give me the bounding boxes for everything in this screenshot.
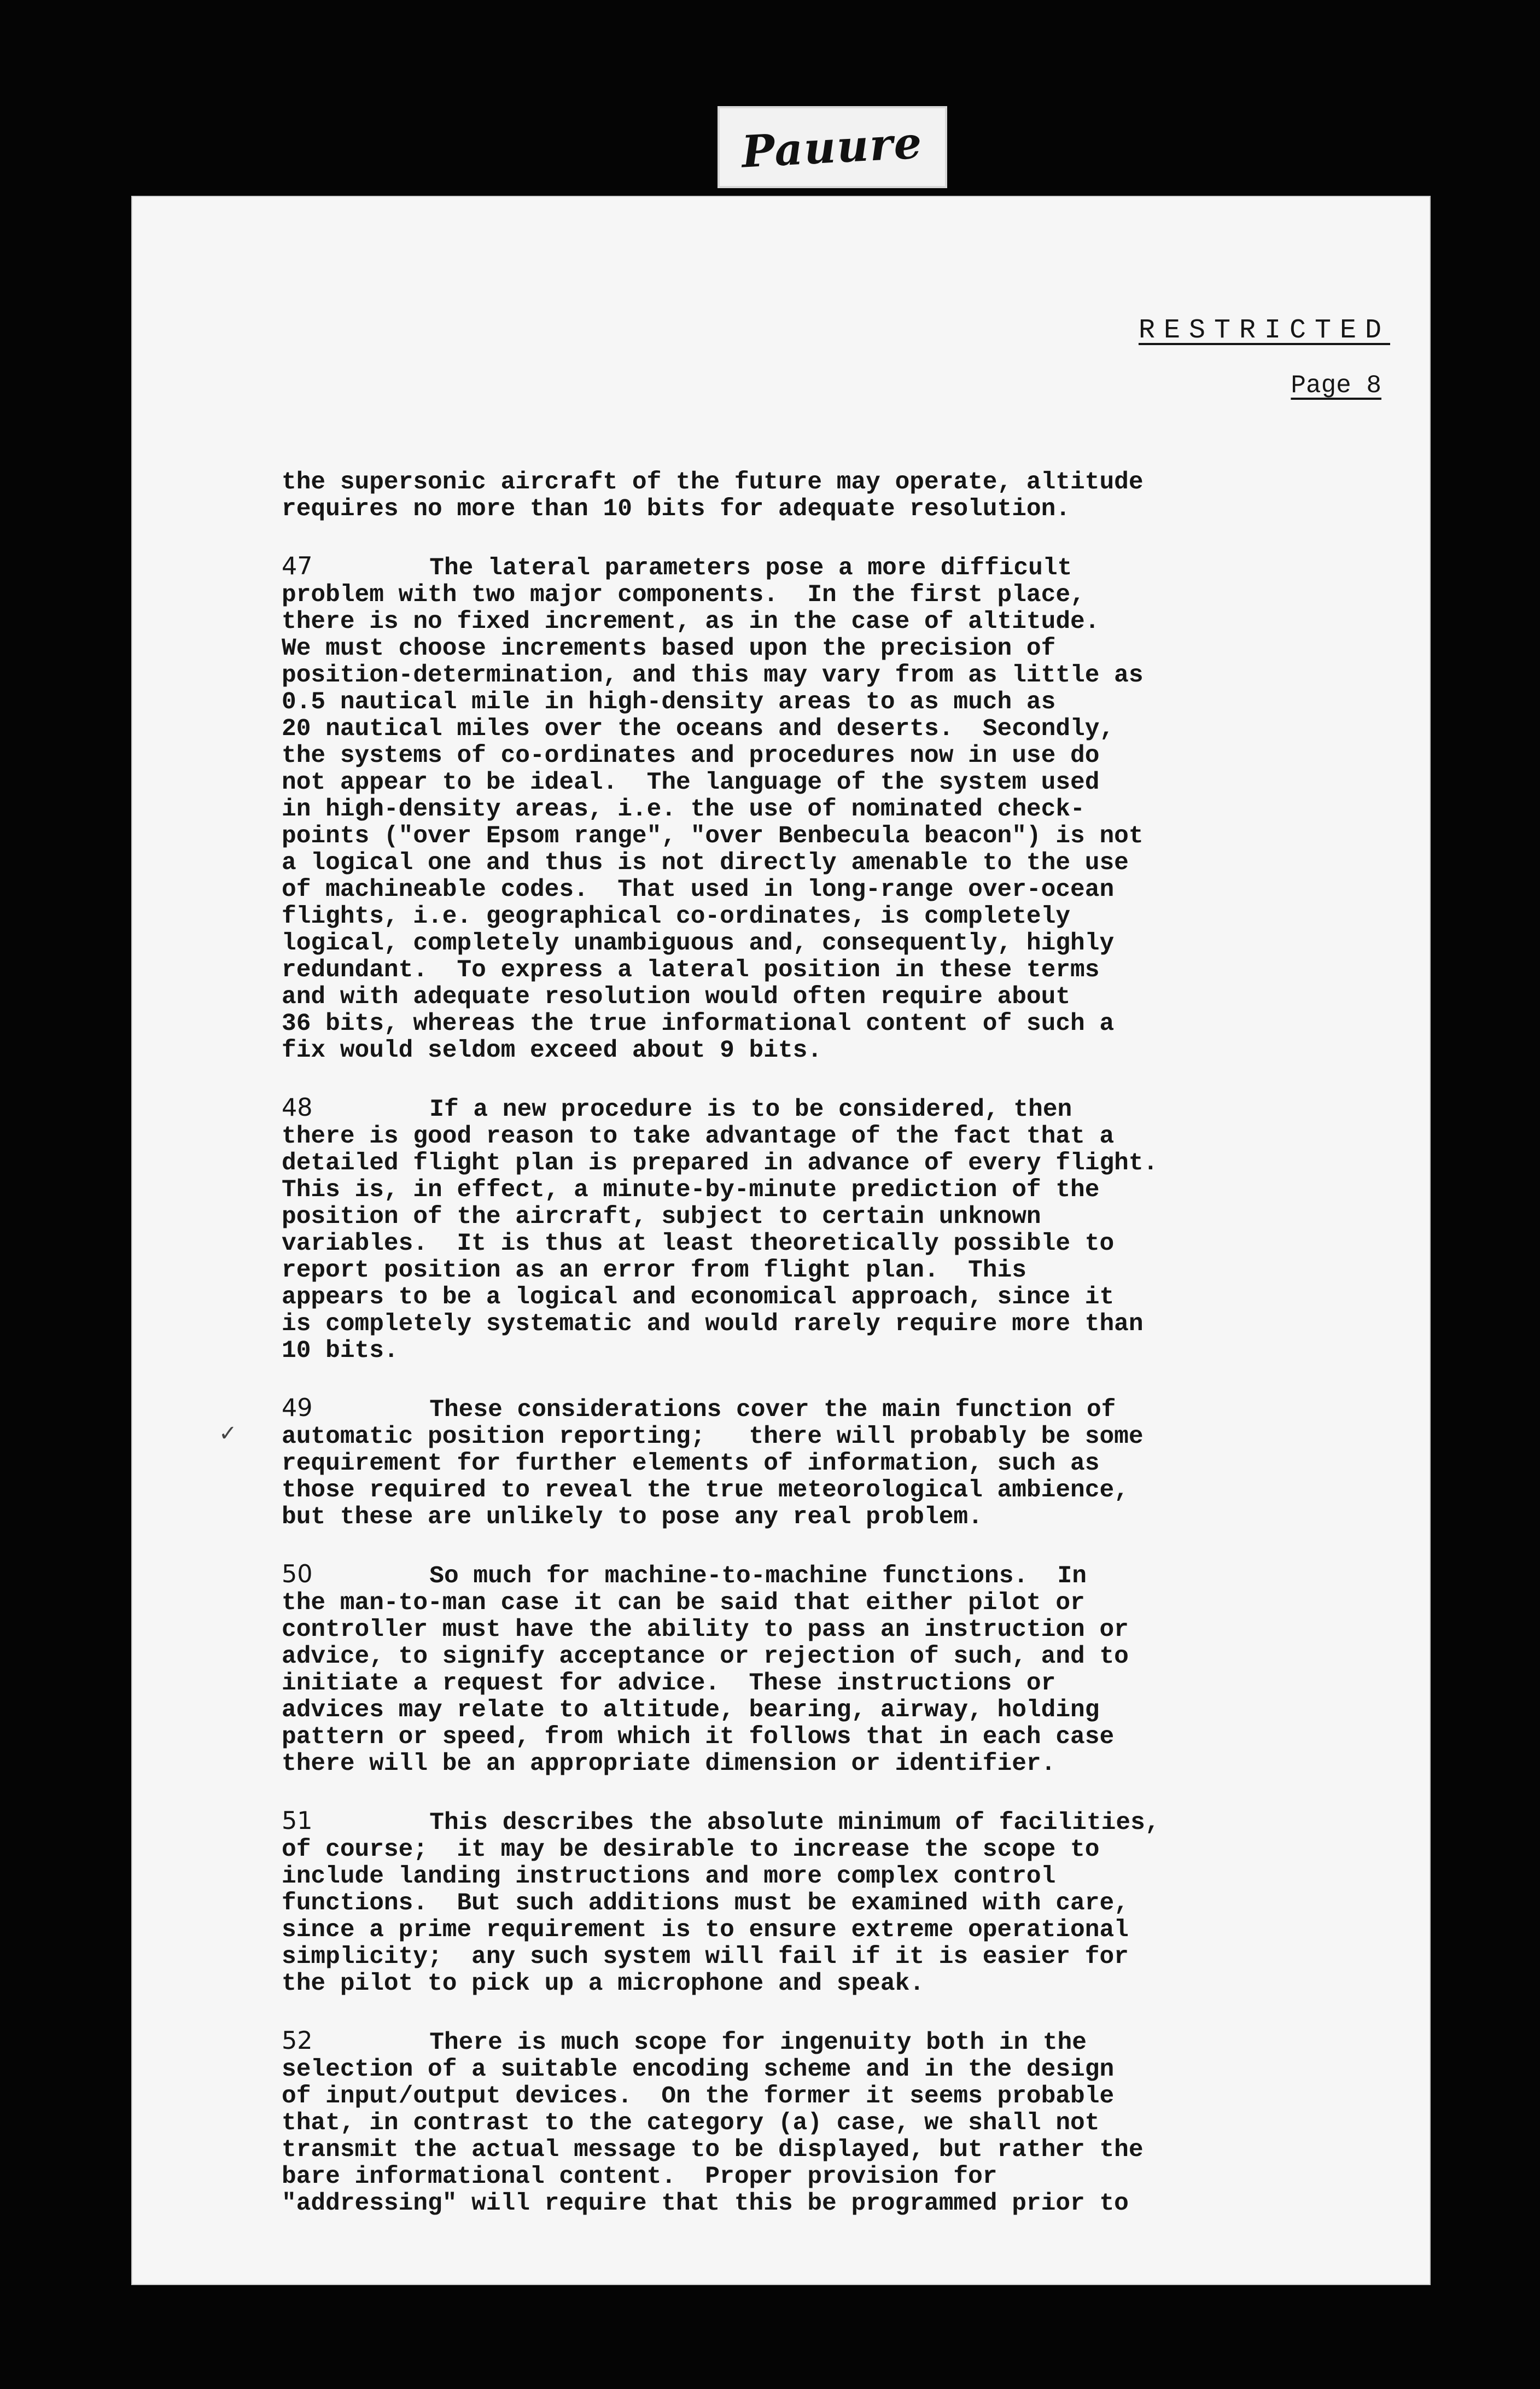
text-line bbox=[282, 689, 1408, 716]
text-line bbox=[282, 984, 1408, 1011]
handwritten-tag-text: Pauure bbox=[740, 116, 924, 178]
line-text: logical, completely unambiguous and, consequently, highly bbox=[282, 930, 1115, 957]
line-text: functions. But such additions must be examined with care, bbox=[282, 1890, 1129, 1917]
paragraph-52 bbox=[282, 2027, 1408, 2217]
line-text: So much for machine-to-machine functions. In bbox=[312, 1563, 1087, 1590]
text-line bbox=[282, 904, 1408, 930]
page-header bbox=[1138, 315, 1390, 400]
text-line bbox=[282, 469, 1408, 496]
text-line bbox=[282, 636, 1408, 662]
text-line bbox=[282, 957, 1408, 984]
text-line bbox=[282, 2083, 1408, 2110]
line-text: appears to be a logical and economical approach, since it bbox=[282, 1284, 1115, 1311]
line-text: flights, i.e. geographical co-ordinates, is completely bbox=[282, 903, 1071, 930]
text-line bbox=[282, 1231, 1408, 1257]
text-line bbox=[282, 1944, 1408, 1971]
line-text: a logical one and thus is not directly amenable to the use bbox=[282, 849, 1129, 877]
line-text: 10 bits. bbox=[282, 1337, 399, 1365]
line-text: We must choose increments based upon the precision of bbox=[282, 635, 1056, 662]
line-text: simplicity; any such system will fail if it is easier for bbox=[282, 1943, 1129, 1971]
line-text: redundant. To express a lateral position in these terms bbox=[282, 957, 1100, 984]
line-text: the systems of co-ordinates and procedures now in use do bbox=[282, 742, 1100, 770]
text-line bbox=[282, 1917, 1408, 1944]
paragraph-48 bbox=[282, 1094, 1408, 1365]
line-text: "addressing" will require that this be programmed prior to bbox=[282, 2190, 1129, 2217]
text-line bbox=[282, 1644, 1408, 1670]
text-line bbox=[282, 1311, 1408, 1338]
paragraph-number: 48 bbox=[282, 1094, 313, 1122]
line-text: include landing instructions and more complex control bbox=[282, 1863, 1056, 1890]
text-line bbox=[282, 743, 1408, 770]
line-text: there is no fixed increment, as in the case of altitude. bbox=[282, 608, 1100, 636]
text-line bbox=[282, 1395, 1408, 1424]
text-line bbox=[282, 582, 1408, 609]
line-text: those required to reveal the true meteorological ambience, bbox=[282, 1477, 1129, 1504]
line-text: advice, to signify acceptance or rejection of such, and to bbox=[282, 1643, 1129, 1670]
line-text: bare informational content. Proper provision for bbox=[282, 2163, 998, 2190]
line-text: there will be an appropriate dimension or identifier. bbox=[282, 1750, 1056, 1778]
text-line bbox=[282, 796, 1408, 823]
text-line bbox=[282, 1697, 1408, 1724]
text-line bbox=[282, 553, 1408, 582]
text-line bbox=[282, 1123, 1408, 1150]
text-line bbox=[282, 2110, 1408, 2137]
line-text: requires no more than 10 bits for adequate resolution. bbox=[282, 496, 1071, 523]
paragraph-number: 49 bbox=[282, 1394, 313, 1422]
text-line bbox=[282, 823, 1408, 850]
line-text: automatic position reporting; there will probably be some bbox=[282, 1423, 1144, 1450]
text-line bbox=[282, 1890, 1408, 1917]
document-page bbox=[131, 196, 1431, 2285]
text-line bbox=[282, 1038, 1408, 1064]
line-text: 0.5 nautical mile in high-density areas to as much as bbox=[282, 689, 1056, 716]
paragraph-50 bbox=[282, 1561, 1408, 1778]
text-line bbox=[282, 1424, 1408, 1450]
text-line bbox=[282, 1971, 1408, 1997]
line-text: points ("over Epsom range", "over Benbecula beacon") is not bbox=[282, 823, 1144, 850]
document-body bbox=[282, 469, 1408, 2247]
text-line bbox=[282, 850, 1408, 877]
line-text: This is, in effect, a minute-by-minute prediction of the bbox=[282, 1176, 1100, 1204]
paragraph-number: 47 bbox=[282, 552, 313, 580]
text-line bbox=[282, 1284, 1408, 1311]
line-text: The lateral parameters pose a more difficult bbox=[312, 555, 1072, 582]
line-text: transmit the actual message to be displayed, but rather the bbox=[282, 2136, 1144, 2164]
text-line bbox=[282, 1477, 1408, 1504]
text-line bbox=[282, 1724, 1408, 1751]
line-text: position of the aircraft, subject to certain unknown bbox=[282, 1203, 1041, 1231]
line-text: This describes the absolute minimum of facilities, bbox=[312, 1809, 1160, 1837]
line-text: initiate a request for advice. These instructions or bbox=[282, 1670, 1056, 1697]
text-line bbox=[282, 1837, 1408, 1863]
text-line bbox=[282, 716, 1408, 743]
line-text: fix would seldom exceed about 9 bits. bbox=[282, 1037, 822, 1064]
paragraph-number: 51 bbox=[282, 1807, 313, 1835]
line-text: If a new procedure is to be considered, then bbox=[312, 1096, 1072, 1123]
line-text: not appear to be ideal. The language of the system used bbox=[282, 769, 1100, 796]
line-text: variables. It is thus at least theoretically possible to bbox=[282, 1230, 1115, 1257]
page-number: Page 8 bbox=[1291, 371, 1381, 400]
paragraph-49 bbox=[282, 1395, 1408, 1531]
line-text: There is much scope for ingenuity both in the bbox=[312, 2029, 1087, 2056]
text-line bbox=[282, 1751, 1408, 1778]
line-text: problem with two major components. In the first place, bbox=[282, 581, 1085, 609]
line-text: controller must have the ability to pass an instruction or bbox=[282, 1616, 1129, 1644]
line-text: detailed flight plan is prepared in advance of every flight. bbox=[282, 1150, 1158, 1177]
line-text: and with adequate resolution would often require about bbox=[282, 983, 1071, 1011]
text-line bbox=[282, 1011, 1408, 1038]
line-text: but these are unlikely to pose any real problem. bbox=[282, 1504, 983, 1531]
text-line bbox=[282, 1561, 1408, 1590]
text-line bbox=[282, 877, 1408, 904]
text-line bbox=[282, 1617, 1408, 1644]
text-line bbox=[282, 1094, 1408, 1123]
line-text: that, in contrast to the category (a) case, we shall not bbox=[282, 2110, 1100, 2137]
paragraph-47 bbox=[282, 553, 1408, 1064]
classification-marking: RESTRICTED bbox=[1138, 315, 1390, 346]
margin-tick-mark: ✓ bbox=[219, 1421, 237, 1446]
text-line bbox=[282, 496, 1408, 523]
text-line bbox=[282, 2190, 1408, 2217]
line-text: report position as an error from flight plan. This bbox=[282, 1257, 1026, 1284]
text-line bbox=[282, 2137, 1408, 2164]
line-text: the man-to-man case it can be said that either pilot or bbox=[282, 1589, 1085, 1617]
line-text: in high-density areas, i.e. the use of nominated check- bbox=[282, 796, 1085, 823]
text-line bbox=[282, 1504, 1408, 1531]
paragraph-51 bbox=[282, 1808, 1408, 1997]
line-text: requirement for further elements of information, such as bbox=[282, 1450, 1100, 1477]
text-line bbox=[282, 1670, 1408, 1697]
line-text: 20 nautical miles over the oceans and deserts. Secondly, bbox=[282, 715, 1115, 743]
line-text: there is good reason to take advantage of the fact that a bbox=[282, 1123, 1115, 1150]
text-line bbox=[282, 1808, 1408, 1837]
text-line bbox=[282, 1863, 1408, 1890]
line-text: of course; it may be desirable to increase the scope to bbox=[282, 1836, 1100, 1863]
text-line bbox=[282, 2056, 1408, 2083]
line-text: the supersonic aircraft of the future may operate, altitude bbox=[282, 469, 1144, 496]
line-text: pattern or speed, from which it follows that in each case bbox=[282, 1723, 1115, 1751]
line-text: selection of a suitable encoding scheme and in the design bbox=[282, 2056, 1115, 2083]
line-text: 36 bits, whereas the true informational content of such a bbox=[282, 1010, 1115, 1038]
line-text: These considerations cover the main function of bbox=[312, 1396, 1116, 1424]
text-line bbox=[282, 1177, 1408, 1204]
text-line bbox=[282, 1150, 1408, 1177]
text-line bbox=[282, 609, 1408, 636]
text-line bbox=[282, 1450, 1408, 1477]
line-text: of machineable codes. That used in long-range over-ocean bbox=[282, 876, 1115, 904]
text-line bbox=[282, 1590, 1408, 1617]
line-text: since a prime requirement is to ensure extreme operational bbox=[282, 1916, 1129, 1944]
text-line bbox=[282, 1338, 1408, 1365]
text-line bbox=[282, 770, 1408, 796]
line-text: position-determination, and this may vary from as little as bbox=[282, 662, 1144, 689]
text-line bbox=[282, 2164, 1408, 2190]
text-line bbox=[282, 662, 1408, 689]
file-tag-label bbox=[718, 106, 947, 188]
paragraph-number: 50 bbox=[282, 1560, 313, 1588]
line-text: the pilot to pick up a microphone and speak. bbox=[282, 1970, 924, 1997]
text-line bbox=[282, 2027, 1408, 2056]
text-line bbox=[282, 930, 1408, 957]
line-text: is completely systematic and would rarely require more than bbox=[282, 1310, 1144, 1338]
line-text: of input/output devices. On the former it seems probable bbox=[282, 2083, 1115, 2110]
text-line bbox=[282, 1204, 1408, 1231]
paragraph-number: 52 bbox=[282, 2027, 313, 2055]
paragraph-continued bbox=[282, 469, 1408, 523]
text-line bbox=[282, 1257, 1408, 1284]
line-text: advices may relate to altitude, bearing, airway, holding bbox=[282, 1697, 1100, 1724]
